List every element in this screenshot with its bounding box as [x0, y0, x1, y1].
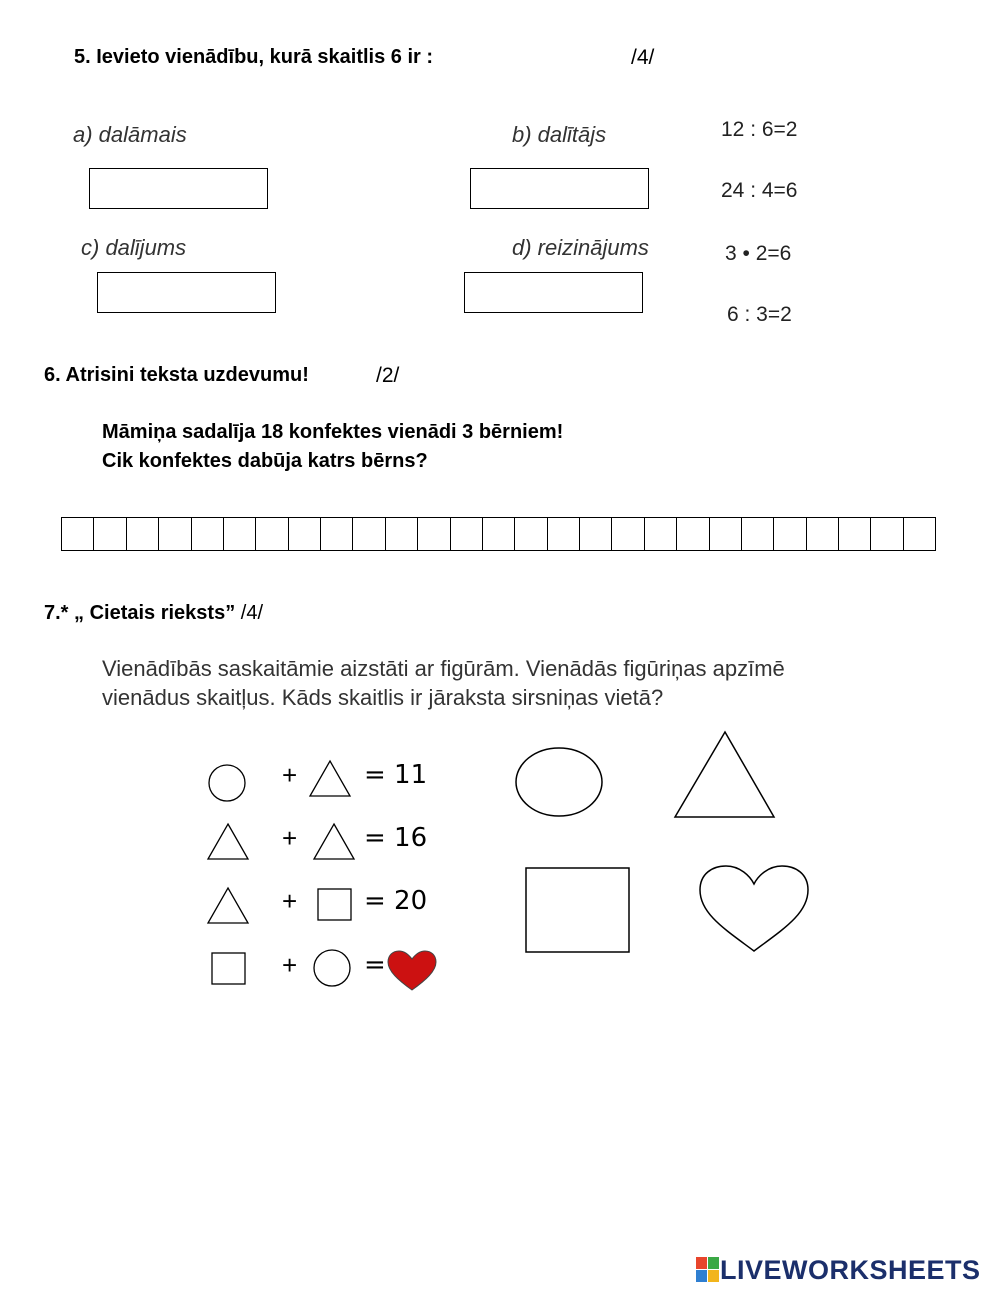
label-divisor: b) dalītājs: [512, 122, 607, 147]
result-20: = 20: [364, 886, 428, 916]
answer-grid-cell[interactable]: [710, 518, 742, 550]
label-product: d) reizinājums: [512, 235, 649, 260]
answer-grid-cell[interactable]: [742, 518, 774, 550]
answer-grid-cell[interactable]: [451, 518, 483, 550]
answer-grid-cell[interactable]: [62, 518, 94, 550]
label-quotient: c) dalījums: [81, 235, 187, 260]
answer-grid-cell[interactable]: [515, 518, 547, 550]
answer-grid-cell[interactable]: [289, 518, 321, 550]
triangle-icon: [311, 821, 357, 863]
answer-grid-cell[interactable]: [904, 518, 935, 550]
result-11: = 11: [364, 760, 428, 790]
equals-sign: =: [364, 950, 386, 980]
answer-grid-cell[interactable]: [580, 518, 612, 550]
q7-title-text: 7.* „ Cietais rieksts”: [44, 602, 236, 624]
liveworksheets-logo-text: LIVEWORKSHEETS: [720, 1254, 981, 1285]
triangle-answer-shape[interactable]: [670, 728, 780, 822]
plus-sign: +: [282, 886, 298, 916]
circle-icon: [311, 947, 353, 989]
answer-grid-cell[interactable]: [548, 518, 580, 550]
plus-sign: +: [282, 760, 298, 790]
liveworksheets-logo-icon: [696, 1257, 720, 1283]
answer-grid-cell[interactable]: [807, 518, 839, 550]
q6-title: 6. Atrisini teksta uzdevumu!: [44, 364, 309, 386]
answer-grid-cell[interactable]: [839, 518, 871, 550]
square-answer-shape[interactable]: [524, 866, 632, 955]
answer-grid-cell[interactable]: [256, 518, 288, 550]
answer-grid-cell[interactable]: [94, 518, 126, 550]
triangle-icon: [205, 821, 251, 863]
circle-icon: [206, 762, 248, 804]
q7-description-line-2: vienādus skaitļus. Kāds skaitlis ir jāraksta sirsniņas vietā?: [102, 685, 664, 710]
liveworksheets-logo: [696, 1254, 981, 1286]
q5-title: 5. Ievieto vienādību, kurā skaitlis 6 ir :: [74, 46, 434, 68]
answer-box-product[interactable]: [464, 272, 643, 313]
plus-sign: +: [282, 823, 298, 853]
label-dividend: a) dalāmais: [73, 122, 187, 147]
answer-grid-cell[interactable]: [871, 518, 903, 550]
answer-grid-cell[interactable]: [418, 518, 450, 550]
q6-problem-line-2: Cik konfektes dabūja katrs bērns?: [102, 450, 428, 472]
q7-points: /4/: [240, 602, 264, 624]
q5-points: /4/: [631, 46, 655, 69]
triangle-icon: [205, 885, 251, 927]
q7-description-line-1: Vienādībās saskaitāmie aizstāti ar figūrām. Vienādās figūriņas apzīmē: [102, 656, 785, 681]
answer-grid-cell[interactable]: [159, 518, 191, 550]
answer-grid-cell[interactable]: [353, 518, 385, 550]
q7-title: [44, 602, 263, 625]
circle-answer-shape[interactable]: [512, 745, 607, 819]
equation-2[interactable]: 24 : 4=6: [721, 179, 798, 202]
result-16: = 16: [364, 823, 428, 853]
answer-grid-cell[interactable]: [677, 518, 709, 550]
answer-grid-cell[interactable]: [321, 518, 353, 550]
answer-grid-cell[interactable]: [386, 518, 418, 550]
answer-grid-cell[interactable]: [192, 518, 224, 550]
answer-grid-cell[interactable]: [224, 518, 256, 550]
q6-points: /2/: [376, 364, 400, 387]
triangle-icon: [307, 758, 353, 800]
equation-4[interactable]: 6 : 3=2: [727, 303, 792, 326]
answer-grid[interactable]: [61, 517, 936, 551]
heart-answer-shape[interactable]: [696, 862, 812, 956]
answer-box-quotient[interactable]: [97, 272, 276, 313]
q6-problem-line-1: Māmiņa sadalīja 18 konfektes vienādi 3 bērniem!: [102, 421, 564, 443]
answer-grid-cell[interactable]: [127, 518, 159, 550]
answer-grid-cell[interactable]: [612, 518, 644, 550]
answer-box-divisor[interactable]: [470, 168, 649, 209]
answer-grid-cell[interactable]: [774, 518, 806, 550]
answer-grid-cell[interactable]: [483, 518, 515, 550]
square-icon: [316, 887, 354, 923]
plus-sign: +: [282, 950, 298, 980]
square-icon: [210, 951, 248, 987]
answer-grid-cell[interactable]: [645, 518, 677, 550]
answer-box-dividend[interactable]: [89, 168, 268, 209]
red-heart-icon: [386, 949, 438, 993]
equation-3[interactable]: 3 • 2=6: [725, 242, 792, 265]
equation-1[interactable]: 12 : 6=2: [721, 118, 798, 141]
